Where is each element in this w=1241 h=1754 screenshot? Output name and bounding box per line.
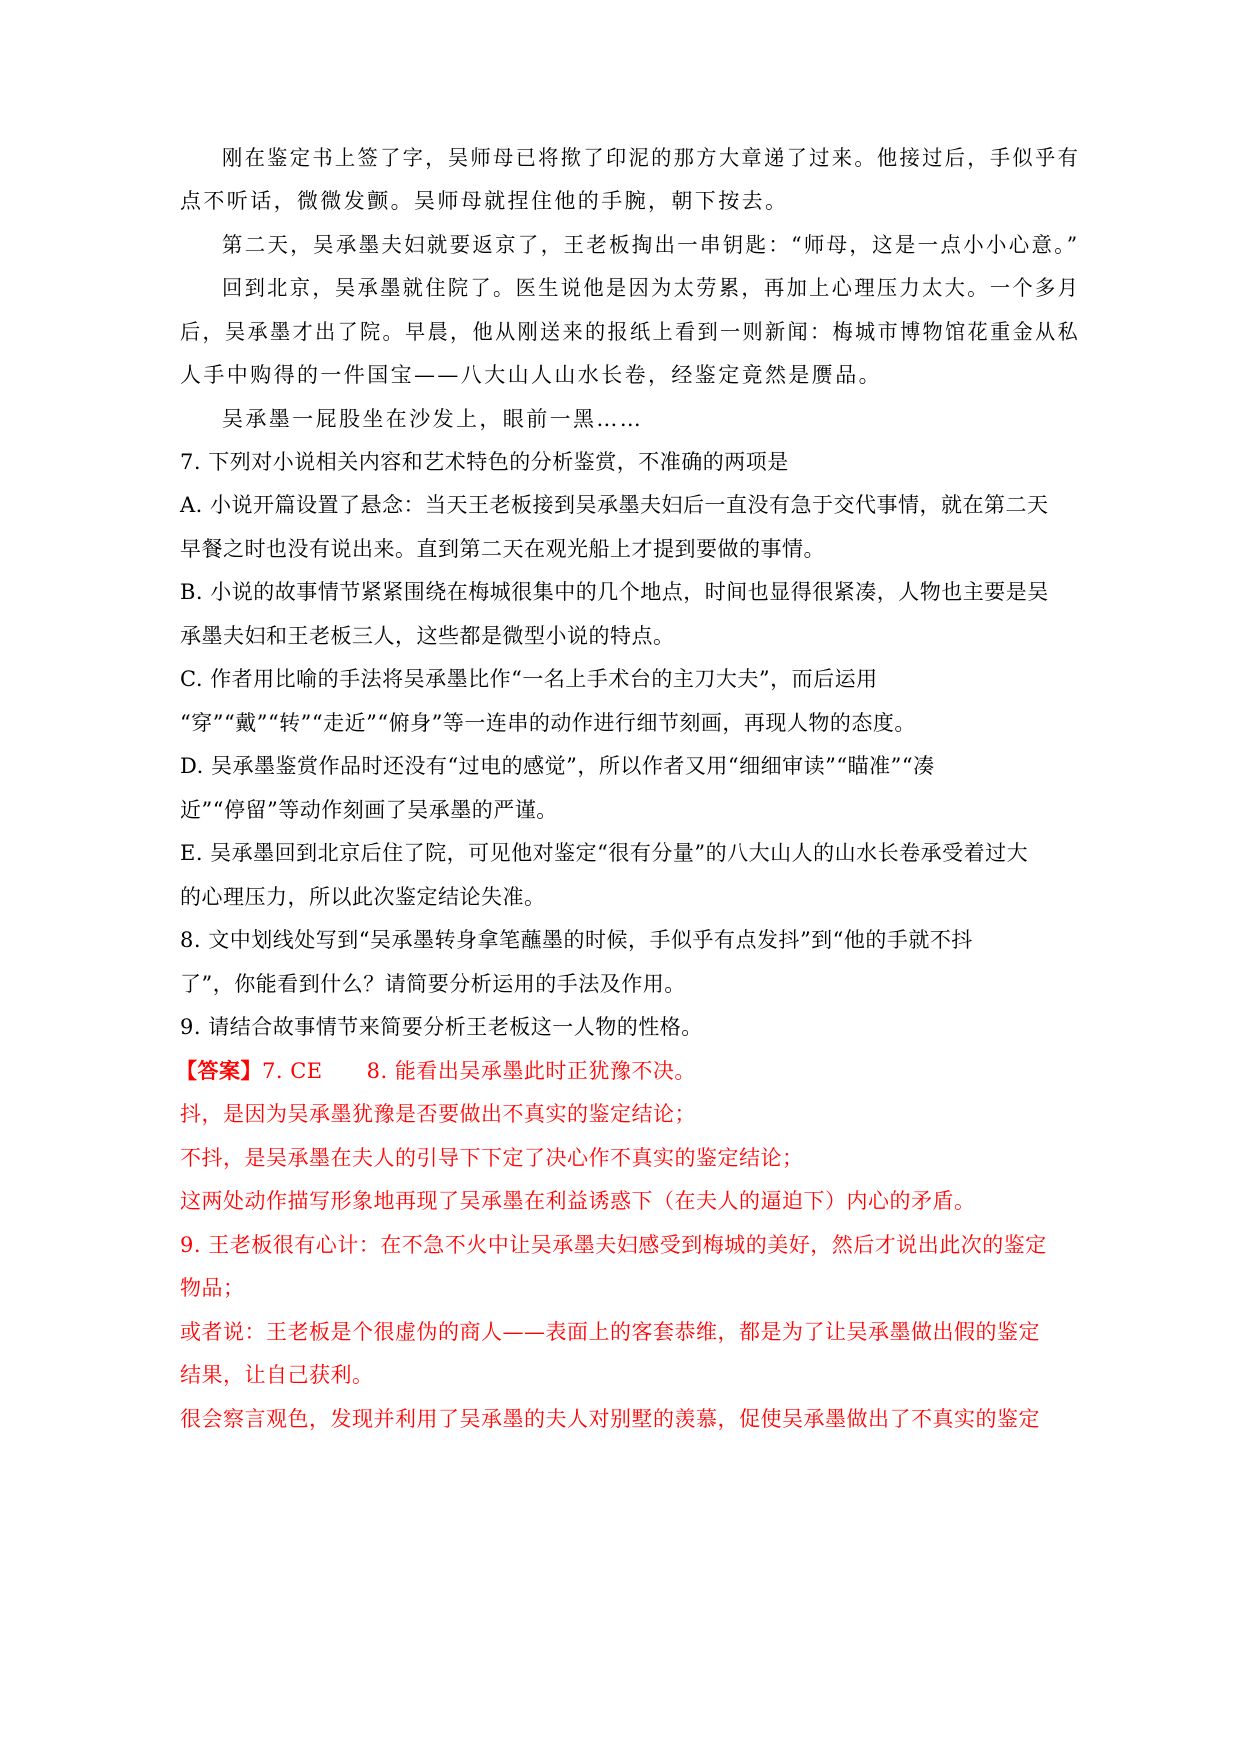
question-8-line: 8. 文中划线处写到“吴承墨转身拿笔蘸墨的时候，手似乎有点发抖”到“他的手就不抖	[180, 928, 973, 952]
option-d-line: D. 吴承墨鉴赏作品时还没有“过电的感觉”，所以作者又用“细细审读”“瞄准”“凑	[180, 754, 935, 778]
passage-line: 第二天，吴承墨夫妇就要返京了，王老板掏出一串钥匙：“师母，这是一点小小心意。”	[222, 233, 1080, 257]
answer-q7: 7. CE	[262, 1059, 323, 1083]
passage-line: 点不听话，微微发颤。吴师母就捏住他的手腕，朝下按去。	[180, 189, 789, 213]
option-c-line: C. 作者用比喻的手法将吴承墨比作“一名上手术台的主刀大夫”，而后运用	[180, 667, 878, 691]
answer-q8-first: 8. 能看出吴承墨此时正犹豫不决。	[366, 1059, 696, 1083]
option-e-line: 的心理压力，所以此次鉴定结论失准。	[180, 885, 546, 909]
answer-line: 不抖，是吴承墨在夫人的引导下下定了决心作不真实的鉴定结论；	[180, 1146, 804, 1170]
passage-line: 吴承墨一屁股坐在沙发上，眼前一黑……	[222, 407, 644, 431]
answer-line: 或者说：王老板是个很虚伪的商人——表面上的客套恭维，都是为了让吴承墨做出假的鉴定	[180, 1320, 1040, 1344]
option-b-line: B. 小说的故事情节紧紧围绕在梅城很集中的几个地点，时间也显得很紧凑，人物也主要是吴	[180, 580, 1049, 604]
passage-line: 回到北京，吴承墨就住院了。医生说他是因为太劳累，再加上心理压力太大。一个多月	[222, 276, 1081, 300]
passage-line: 刚在鉴定书上签了字，吴师母已将揿了印泥的那方大章递了过来。他接过后，手似乎有	[222, 146, 1081, 170]
option-c-line: “穿”“戴”“转”“走近”“俯身”等一连串的动作进行细节刻画，再现人物的态度。	[180, 711, 916, 735]
answer-line: 结果，让自己获利。	[180, 1363, 374, 1387]
answer-line: 很会察言观色，发现并利用了吴承墨的夫人对别墅的羡慕，促使吴承墨做出了不真实的鉴定	[180, 1407, 1040, 1431]
passage-line: 后，吴承墨才出了院。早晨，他从刚送来的报纸上看到一则新闻：梅城市博物馆花重金从私	[180, 320, 1080, 344]
option-b-line: 承墨夫妇和王老板三人，这些都是微型小说的特点。	[180, 624, 675, 648]
answer-tag: 【答案】	[176, 1058, 262, 1083]
option-d-line: 近”“停留”等动作刻画了吴承墨的严谨。	[180, 798, 558, 822]
answer-header-line	[176, 1056, 696, 1086]
question-9: 9. 请结合故事情节来简要分析王老板这一人物的性格。	[180, 1015, 703, 1039]
answer-line: 这两处动作描写形象地再现了吴承墨在利益诱惑下（在夫人的逼迫下）内心的矛盾。	[180, 1189, 976, 1213]
answer-line: 9. 王老板很有心计：在不急不火中让吴承墨夫妇感受到梅城的美好，然后才说出此次的鉴定	[180, 1233, 1047, 1257]
option-a-line: 早餐之时也没有说出来。直到第二天在观光船上才提到要做的事情。	[180, 537, 825, 561]
answer-line: 物品；	[180, 1276, 245, 1300]
question-7: 7. 下列对小说相关内容和艺术特色的分析鉴赏，不准确的两项是	[180, 450, 789, 474]
option-a-line: A. 小说开篇设置了悬念：当天王老板接到吴承墨夫妇后一直没有急于交代事情，就在第二天	[180, 493, 1049, 517]
option-e-line: E. 吴承墨回到北京后住了院，可见他对鉴定“很有分量”的八大山人的山水长卷承受着过大	[180, 841, 1029, 865]
answer-line: 抖，是因为吴承墨犹豫是否要做出不真实的鉴定结论；	[180, 1102, 696, 1126]
question-8-line: 了”，你能看到什么？请简要分析运用的手法及作用。	[180, 972, 686, 996]
passage-line: 人手中购得的一件国宝——八大山人山水长卷，经鉴定竟然是赝品。	[180, 363, 882, 387]
